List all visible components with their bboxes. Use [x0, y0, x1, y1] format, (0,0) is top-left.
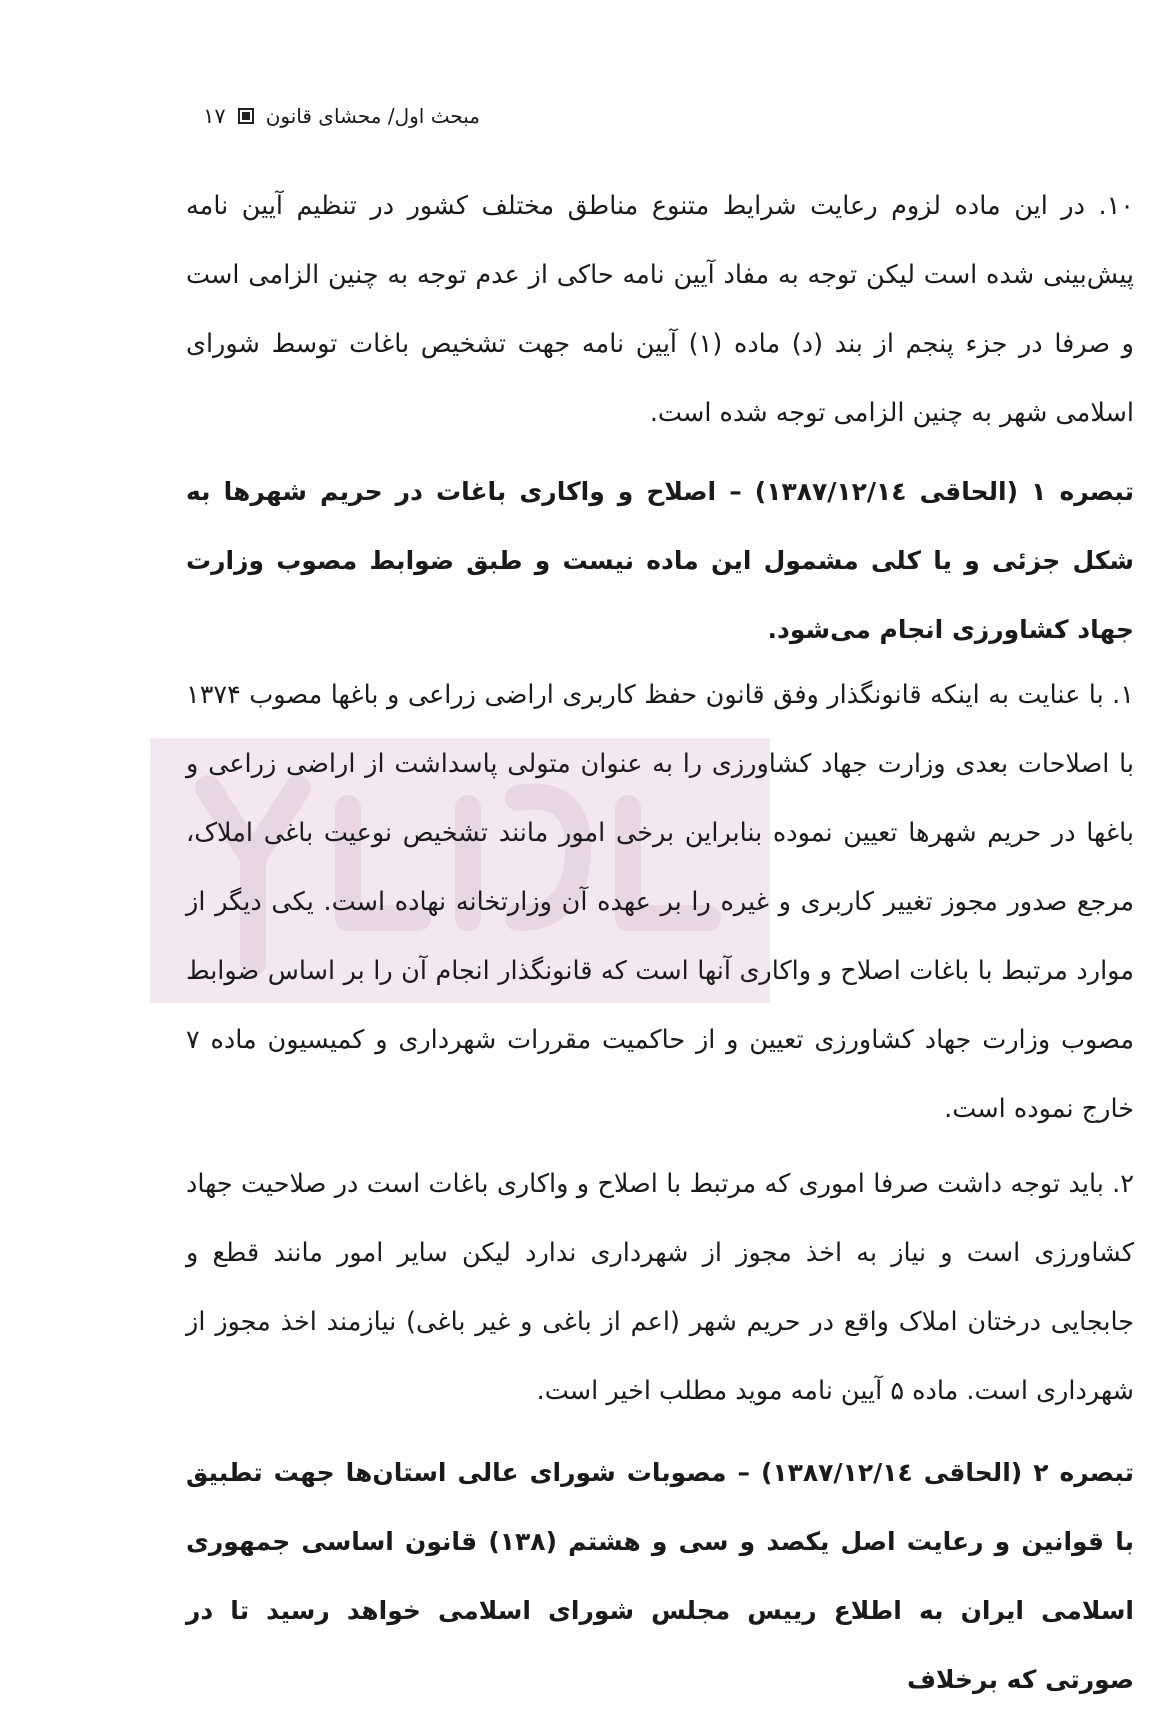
chapter-title: مبحث اول/ محشای قانون	[265, 104, 480, 128]
note-1-paragraph: ۱. با عنایت به اینکه قانونگذار وفق قانون حفظ کاربری اراضی زراعی و باغها مصوب ۱۳۷۴ با اصلاحات بعدی وزارت جهاد کشاورزی را به عنوان متولی پاسداشت از اراضی زراعی و باغها در حریم شهرها تعیین نموده بنابراین برخی امور مانند تشخیص نوعیت باغی املاک، مرجع صدور مجوز تغییر کاربری و غیره را بر عهده آن وزارتخانه نهاده است. یکی دیگر از موارد مرتبط با باغات اصلاح و واکاری آنها است که قانونگذار انجام آن را بر اساس ضوابط مصوب وزارت جهاد کشاورزی تعیین و از حاکمیت مقررات شهرداری و کمیسیون ماده ۷ خارج نموده است.	[186, 680, 1134, 1124]
running-header	[180, 96, 480, 136]
page-number: ۱۷	[203, 104, 226, 128]
note-10-paragraph: ۱۰. در این ماده لزوم رعایت شرایط متنوع مناطق مختلف کشور در تنظیم آیین نامه پیش‌بینی شده است لیکن توجه به مفاد آیین نامه حاکی از عدم توجه به چنین الزامی است و صرفا در جزء پنجم از بند (د) ماده (۱) آیین نامه جهت تشخیص باغات توسط شورای اسلامی شهر به چنین الزامی توجه شده است.	[186, 191, 1134, 428]
tabsareh-1-paragraph: تبصره ۱ (الحاقی ۱۳۸۷/۱۲/۱٤) – اصلاح و واکاری باغات در حریم شهرها به شکل جزئی و یا کلی مشمول این ماده نیست و طبق ضوابط مصوب وزارت جهاد کشاورزی انجام می‌شود.	[186, 477, 1134, 644]
note-2-paragraph: ۲. باید توجه داشت صرفا اموری که مرتبط با اصلاح و واکاری باغات است در صلاحیت جهاد کشاورزی است و نیاز به اخذ مجوز از شهرداری ندارد لیکن سایر امور مانند قطع و جابجایی درختان املاک واقع در حریم شهر (اعم از باغی و غیر باغی) نیازمند اخذ مجوز از شهرداری است. ماده ۵ آیین نامه موید مطلب اخیر است.	[186, 1169, 1134, 1406]
tabsareh-2-paragraph: تبصره ۲ (الحاقی ۱۳۸۷/۱۲/۱٤) – مصوبات شورای عالی استان‌ها جهت تطبیق با قوانین و رعایت اصل یکصد و سی و هشتم (۱۳۸) قانون اساسی جمهوری اسلامی ایران به اطلاع رییس مجلس شورای اسلامی خواهد رسید تا در صورتی که برخلاف	[186, 1458, 1135, 1694]
square-bullet-icon	[238, 108, 254, 124]
